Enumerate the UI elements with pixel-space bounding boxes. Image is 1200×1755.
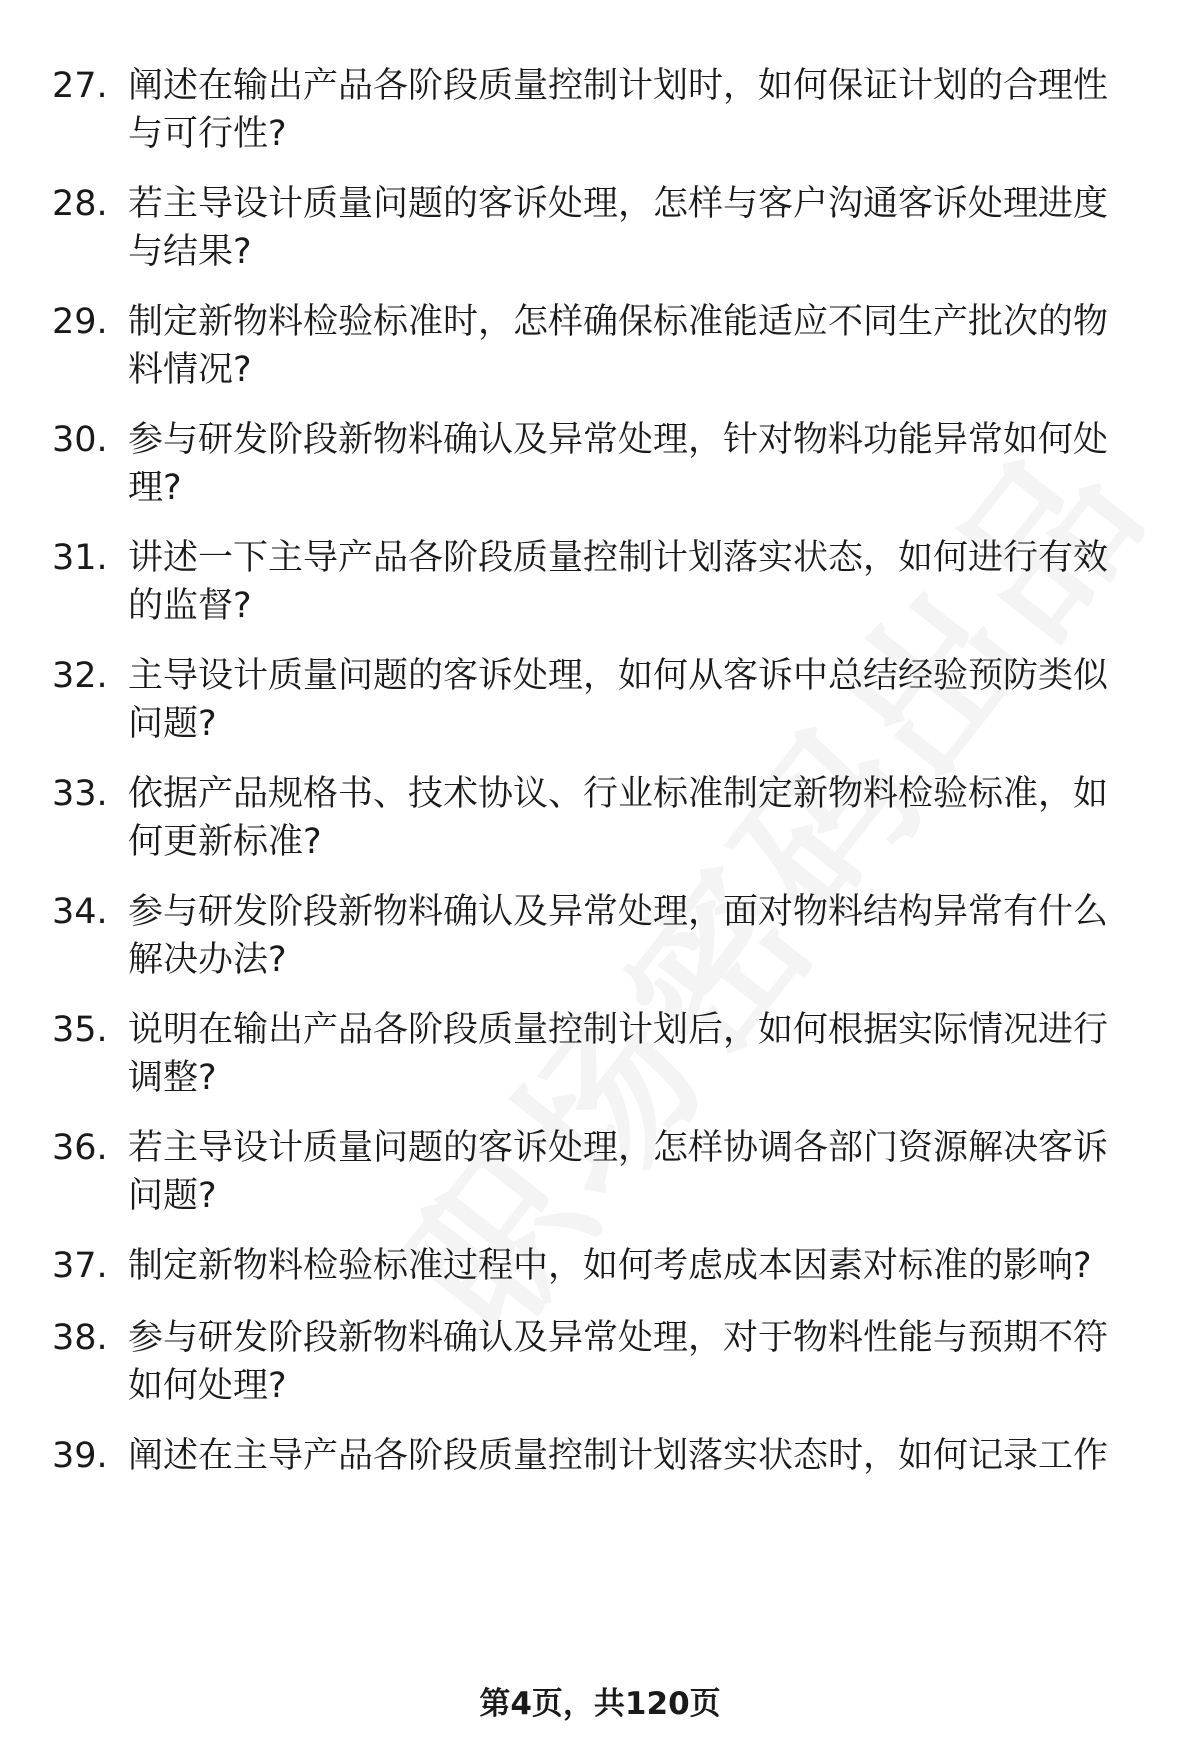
question-text: 说明在输出产品各阶段质量控制计划后，如何根据实际情况进行调整? — [128, 1010, 1109, 1098]
question-number: 37. — [52, 1246, 108, 1286]
question-text: 参与研发阶段新物料确认及异常处理，对于物料性能与预期不符如何处理? — [128, 1318, 1109, 1406]
page-number: 第4页，共120页 — [479, 1686, 721, 1722]
question-text: 参与研发阶段新物料确认及异常处理，面对物料结构异常有什么解决办法? — [128, 892, 1109, 980]
question-text: 依据产品规格书、技术协议、行业标准制定新物料检验标准，如何更新标准? — [128, 774, 1109, 862]
question-number: 32. — [52, 656, 108, 696]
question-number: 29. — [52, 302, 108, 342]
question-number: 38. — [52, 1318, 108, 1358]
question-number: 39. — [52, 1436, 108, 1476]
question-number: 34. — [52, 892, 108, 932]
question-text: 主导设计质量问题的客诉处理，如何从客诉中总结经验预防类似问题? — [128, 656, 1109, 744]
question-text: 制定新物料检验标准过程中，如何考虑成本因素对标准的影响? — [128, 1246, 1092, 1286]
question-number: 31. — [52, 538, 108, 578]
question-text: 讲述一下主导产品各阶段质量控制计划落实状态，如何进行有效的监督? — [128, 538, 1109, 626]
question-text: 制定新物料检验标准时，怎样确保标准能适应不同生产批次的物料情况? — [128, 302, 1109, 390]
question-number: 36. — [52, 1128, 108, 1168]
question-number: 30. — [52, 420, 108, 460]
question-number: 28. — [52, 184, 108, 224]
question-text: 阐述在输出产品各阶段质量控制计划时，如何保证计划的合理性与可行性? — [128, 66, 1109, 154]
question-number: 35. — [52, 1010, 108, 1050]
question-text: 若主导设计质量问题的客诉处理，怎样与客户沟通客诉处理进度与结果? — [128, 184, 1109, 272]
question-text: 参与研发阶段新物料确认及异常处理，针对物料功能异常如何处理? — [128, 420, 1109, 508]
question-number: 27. — [52, 66, 108, 106]
question-number: 33. — [52, 774, 108, 814]
question-text: 阐述在主导产品各阶段质量控制计划落实状态时，如何记录工作 — [128, 1436, 1109, 1476]
question-text: 若主导设计质量问题的客诉处理，怎样协调各部门资源解决客诉问题? — [128, 1128, 1109, 1216]
